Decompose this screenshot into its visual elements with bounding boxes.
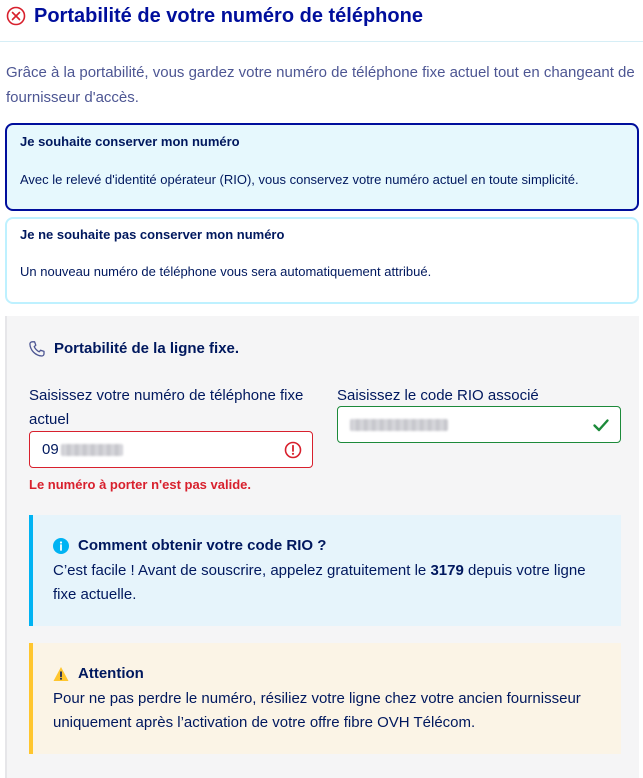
rio-field-label: Saisissez le code RIO associé xyxy=(337,387,539,404)
rio-code-input[interactable] xyxy=(337,406,621,443)
choice-title: Je ne souhaite pas conserver mon numéro xyxy=(20,227,285,242)
rio-code-value xyxy=(350,416,448,433)
warning-title: Attention xyxy=(78,665,144,682)
info-icon xyxy=(53,538,69,554)
section-title: Portabilité de la ligne fixe. xyxy=(54,340,240,357)
rio-info-box xyxy=(29,515,621,626)
page-title: Portabilité de votre numéro de téléphone xyxy=(34,5,423,27)
phone-icon xyxy=(28,340,46,358)
warning-text: Pour ne pas perdre le numéro, résiliez votre ligne chez votre ancien fournisseur uniquement après l’activation de votre offre fibre OVH Télécom. xyxy=(53,690,581,731)
choice-description: Avec le relevé d'identité opérateur (RIO), vous conservez votre numéro actuel en toute simplicité. xyxy=(20,172,579,187)
phone-field-label: Saisissez votre numéro de téléphone fixe actuel xyxy=(29,387,304,428)
info-text: C’est facile ! Avant de souscrire, appelez gratuitement le 3179 depuis votre ligne fixe actuelle. xyxy=(53,562,586,603)
phone-number-value: 09 xyxy=(42,441,123,458)
choice-new-number[interactable] xyxy=(5,217,639,304)
choice-title: Je souhaite conserver mon numéro xyxy=(20,134,240,149)
fixed-line-portability-section xyxy=(5,316,639,778)
check-icon xyxy=(592,416,610,434)
info-title: Comment obtenir votre code RIO ? xyxy=(78,537,327,554)
warning-box xyxy=(29,643,621,754)
warning-icon xyxy=(53,666,69,682)
phone-number-input[interactable] xyxy=(29,431,313,468)
phone-error-message: Le numéro à porter n'est pas valide. xyxy=(29,477,251,492)
intro-text: Grâce à la portabilité, vous gardez votre numéro de téléphone fixe actuel tout en changeant de fournisseur d'accès. xyxy=(6,64,635,106)
close-circle-icon[interactable] xyxy=(6,6,26,26)
error-icon xyxy=(284,441,302,459)
choice-keep-number[interactable] xyxy=(5,123,639,211)
page-header xyxy=(0,0,643,42)
choice-description: Un nouveau numéro de téléphone vous sera automatiquement attribué. xyxy=(20,264,432,279)
